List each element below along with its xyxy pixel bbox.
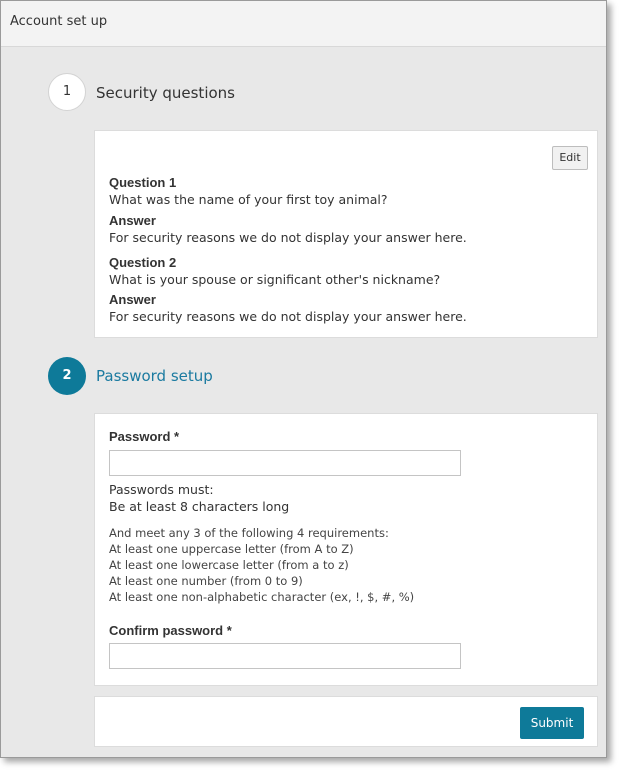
requirement-non-alphabetic: At least one non-alphabetic character (ex, !, $, #, %) xyxy=(109,590,415,604)
edit-button[interactable]: Edit xyxy=(552,146,588,170)
answer-2-text: For security reasons we do not display your answer here. xyxy=(109,309,467,324)
password-rule-length: Be at least 8 characters long xyxy=(109,499,290,514)
password-setup-card xyxy=(94,413,598,686)
answer-1-text: For security reasons we do not display your answer here. xyxy=(109,230,467,245)
actions-card xyxy=(94,696,598,747)
submit-button[interactable]: Submit xyxy=(520,707,584,739)
password-input[interactable] xyxy=(109,450,461,476)
security-questions-card xyxy=(94,130,598,338)
page-header xyxy=(1,1,606,47)
confirm-password-label: Confirm password * xyxy=(109,623,232,638)
answer-1-label: Answer xyxy=(109,213,156,228)
password-rules-intro: Passwords must: xyxy=(109,482,214,497)
page-title: Account set up xyxy=(10,14,108,29)
question-2-label: Question 2 xyxy=(109,255,177,270)
requirement-number: At least one number (from 0 to 9) xyxy=(109,574,303,588)
step-1-badge: 1 xyxy=(48,73,86,111)
question-1-text: What was the name of your first toy animal? xyxy=(109,192,388,207)
answer-2-label: Answer xyxy=(109,292,156,307)
question-2-text: What is your spouse or significant other's nickname? xyxy=(109,272,441,287)
step-2-title: Password setup xyxy=(96,367,213,385)
requirements-intro: And meet any 3 of the following 4 requirements: xyxy=(109,526,389,540)
confirm-password-input[interactable] xyxy=(109,643,461,669)
question-1-label: Question 1 xyxy=(109,175,177,190)
requirement-uppercase: At least one uppercase letter (from A to Z) xyxy=(109,542,354,556)
password-label: Password * xyxy=(109,429,180,444)
step-2-badge: 2 xyxy=(48,357,86,395)
step-1-title: Security questions xyxy=(96,84,235,102)
requirement-lowercase: At least one lowercase letter (from a to z) xyxy=(109,558,349,572)
